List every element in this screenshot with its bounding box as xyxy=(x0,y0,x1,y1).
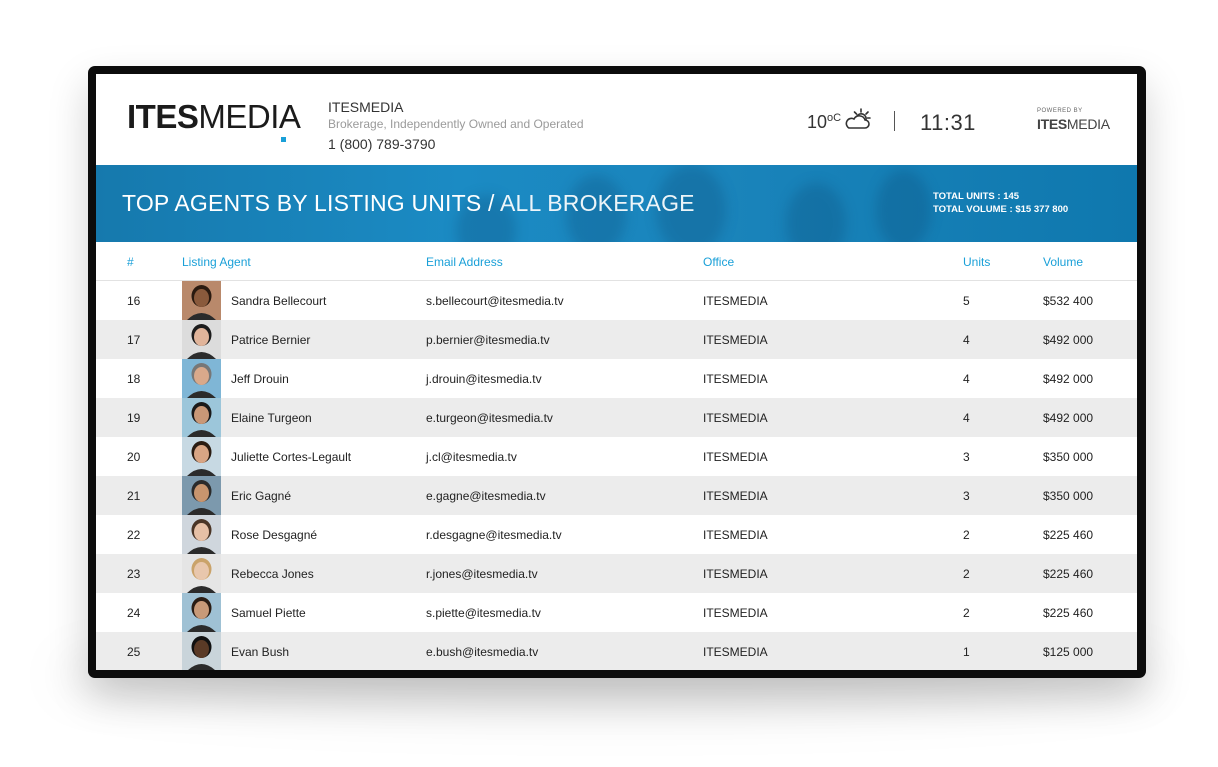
col-header-num: # xyxy=(127,255,134,269)
agent-volume: $492 000 xyxy=(1043,333,1094,347)
row-rank: 22 xyxy=(127,528,141,542)
agent-units: 2 xyxy=(963,528,970,542)
table-row xyxy=(96,515,1137,554)
row-rank: 19 xyxy=(127,411,141,425)
agent-volume: $350 000 xyxy=(1043,450,1094,464)
table-row xyxy=(96,554,1137,593)
agent-units: 2 xyxy=(963,606,970,620)
agent-email: j.cl@itesmedia.tv xyxy=(426,450,517,464)
agent-units: 4 xyxy=(963,372,970,386)
powered-by xyxy=(1037,108,1110,132)
col-header-agent: Listing Agent xyxy=(182,255,251,269)
table-row xyxy=(96,281,1137,320)
agent-name: Evan Bush xyxy=(231,645,290,659)
agent-units: 4 xyxy=(963,411,970,425)
agent-name: Juliette Cortes-Legault xyxy=(231,450,352,464)
agent-office: ITESMEDIA xyxy=(703,333,768,347)
agent-name: Jeff Drouin xyxy=(231,372,289,386)
row-rank: 21 xyxy=(127,489,141,503)
table-body xyxy=(96,281,1137,670)
agent-volume: $125 000 xyxy=(1043,645,1094,659)
temperature-readout: $10^{oC}$ xyxy=(807,112,842,132)
powered-by-logo: ITESMEDIA xyxy=(1037,116,1110,132)
agent-email: e.bush@itesmedia.tv xyxy=(426,645,539,659)
table-row xyxy=(96,437,1137,476)
col-header-office: Office xyxy=(703,255,735,269)
agent-name: Samuel Piette xyxy=(231,606,306,620)
company-info xyxy=(328,99,584,153)
agent-units: 5 xyxy=(963,294,970,308)
agent-office: ITESMEDIA xyxy=(703,411,768,425)
agent-volume: $225 460 xyxy=(1043,567,1094,581)
agent-units: 2 xyxy=(963,567,970,581)
agent-email: s.piette@itesmedia.tv xyxy=(426,606,541,620)
company-logo: ITESMEDIA xyxy=(127,98,301,135)
col-header-units: Units xyxy=(963,255,991,269)
agent-volume: $225 460 xyxy=(1043,606,1094,620)
agent-email: p.bernier@itesmedia.tv xyxy=(426,333,550,347)
agent-name: Elaine Turgeon xyxy=(231,411,312,425)
total-volume: TOTAL VOLUME : $15 377 800 xyxy=(933,204,1069,215)
agent-volume: $492 000 xyxy=(1043,411,1094,425)
agent-office: ITESMEDIA xyxy=(703,372,768,386)
avatar xyxy=(182,281,221,320)
avatar xyxy=(182,476,221,515)
agent-name: Rebecca Jones xyxy=(231,567,314,581)
agent-office: ITESMEDIA xyxy=(703,645,768,659)
agent-office: ITESMEDIA xyxy=(703,567,768,581)
banner-title: TOP AGENTS BY LISTING UNITS / ALL BROKERAGE xyxy=(122,190,695,216)
row-rank: 23 xyxy=(127,567,141,581)
avatar xyxy=(182,359,221,398)
agent-volume: $350 000 xyxy=(1043,489,1094,503)
title-banner xyxy=(96,165,1137,242)
row-rank: 25 xyxy=(127,645,141,659)
col-header-volume: Volume xyxy=(1043,255,1084,269)
table-row xyxy=(96,593,1137,632)
table-row xyxy=(96,476,1137,515)
agent-office: ITESMEDIA xyxy=(703,489,768,503)
table-row xyxy=(96,398,1137,437)
table-row xyxy=(96,632,1137,670)
table-header xyxy=(96,242,1137,281)
agent-name: Rose Desgagné xyxy=(231,528,318,542)
agent-email: r.desgagne@itesmedia.tv xyxy=(426,528,562,542)
row-rank: 17 xyxy=(127,333,141,347)
agent-volume: $225 460 xyxy=(1043,528,1094,542)
agent-units: 4 xyxy=(963,333,970,347)
agent-email: e.gagne@itesmedia.tv xyxy=(426,489,546,503)
avatar xyxy=(182,632,221,670)
header-divider xyxy=(894,111,895,131)
agent-office: ITESMEDIA xyxy=(703,528,768,542)
agent-email: e.turgeon@itesmedia.tv xyxy=(426,411,553,425)
agent-name: Eric Gagné xyxy=(231,489,292,503)
agent-volume: $492 000 xyxy=(1043,372,1094,386)
agent-office: ITESMEDIA xyxy=(703,450,768,464)
agent-email: s.bellecourt@itesmedia.tv xyxy=(426,294,564,308)
logo-accent-dot xyxy=(281,137,286,142)
agent-email: r.jones@itesmedia.tv xyxy=(426,567,538,581)
company-name: ITESMEDIA xyxy=(328,99,404,115)
avatar xyxy=(182,515,221,554)
avatar xyxy=(182,437,221,476)
agent-name: Patrice Bernier xyxy=(231,333,311,347)
row-rank: 24 xyxy=(127,606,141,620)
agent-units: 1 xyxy=(963,645,970,659)
agent-email: j.drouin@itesmedia.tv xyxy=(426,372,542,386)
row-rank: 20 xyxy=(127,450,141,464)
table-row xyxy=(96,320,1137,359)
avatar xyxy=(182,320,221,359)
avatar xyxy=(182,593,221,632)
company-subtitle: Brokerage, Independently Owned and Operated xyxy=(328,117,584,131)
header-bar xyxy=(96,74,1137,165)
agent-units: 3 xyxy=(963,489,970,503)
totals xyxy=(933,190,1068,216)
agent-volume: $532 400 xyxy=(1043,294,1094,308)
signage-screen xyxy=(96,74,1137,670)
clock: 11:31 xyxy=(920,110,976,135)
agents-table xyxy=(96,242,1137,670)
powered-by-label: POWERED BY xyxy=(1037,108,1083,114)
agent-office: ITESMEDIA xyxy=(703,294,768,308)
total-units: TOTAL UNITS : 145 xyxy=(933,191,1020,202)
agent-units: 3 xyxy=(963,450,970,464)
partly-cloudy-icon xyxy=(842,107,872,138)
avatar xyxy=(182,398,221,437)
avatar xyxy=(182,554,221,593)
table-row xyxy=(96,359,1137,398)
col-header-email: Email Address xyxy=(426,255,503,269)
agent-name: Sandra Bellecourt xyxy=(231,294,327,308)
row-rank: 16 xyxy=(127,294,141,308)
agent-office: ITESMEDIA xyxy=(703,606,768,620)
row-rank: 18 xyxy=(127,372,141,386)
company-phone: 1 (800) 789-3790 xyxy=(328,136,436,152)
